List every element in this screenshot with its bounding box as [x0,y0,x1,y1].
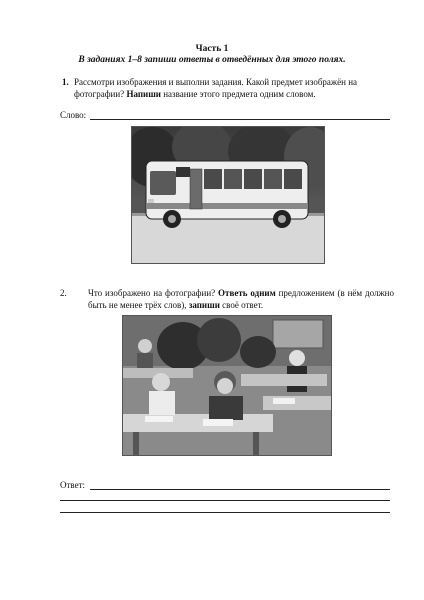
instruction-text: В заданиях 1–8 запиши ответы в отведённых для этого полях. [78,55,346,65]
task1-answer-label: Слово: [60,110,87,120]
task2-bold-1: Ответь одним [218,288,276,298]
task2-text-b: предложением (в нём должно быть не менее трёх слов), [88,288,394,310]
task2-answer-line-3[interactable] [60,512,390,513]
task1-text-b: название этого предмета одним словом. [160,89,316,99]
task2-number: 2. [60,288,67,298]
task2-answer-label: Ответ: [60,480,86,490]
task2-answer-line-1[interactable] [90,489,390,490]
bus-photo [131,126,325,264]
task1-number: 1. [62,77,69,87]
task1-text-bold: Напиши [126,89,161,99]
task2-text-a: Что изображено на фотографии? [88,288,219,298]
task1-answer-line[interactable] [90,119,390,120]
task1-text-a: Рассмотри изображения и выполни задания. Какой предмет изображён на фотографии? [74,77,358,99]
task2-question [60,287,394,311]
classroom-photo [122,315,332,456]
part-title: Часть 1 [195,44,229,54]
task1-question [62,76,380,100]
task2-bold-2: запиши [188,300,220,310]
task2-text-c: своё ответ. [219,300,264,310]
task2-answer-line-2[interactable] [60,500,390,501]
